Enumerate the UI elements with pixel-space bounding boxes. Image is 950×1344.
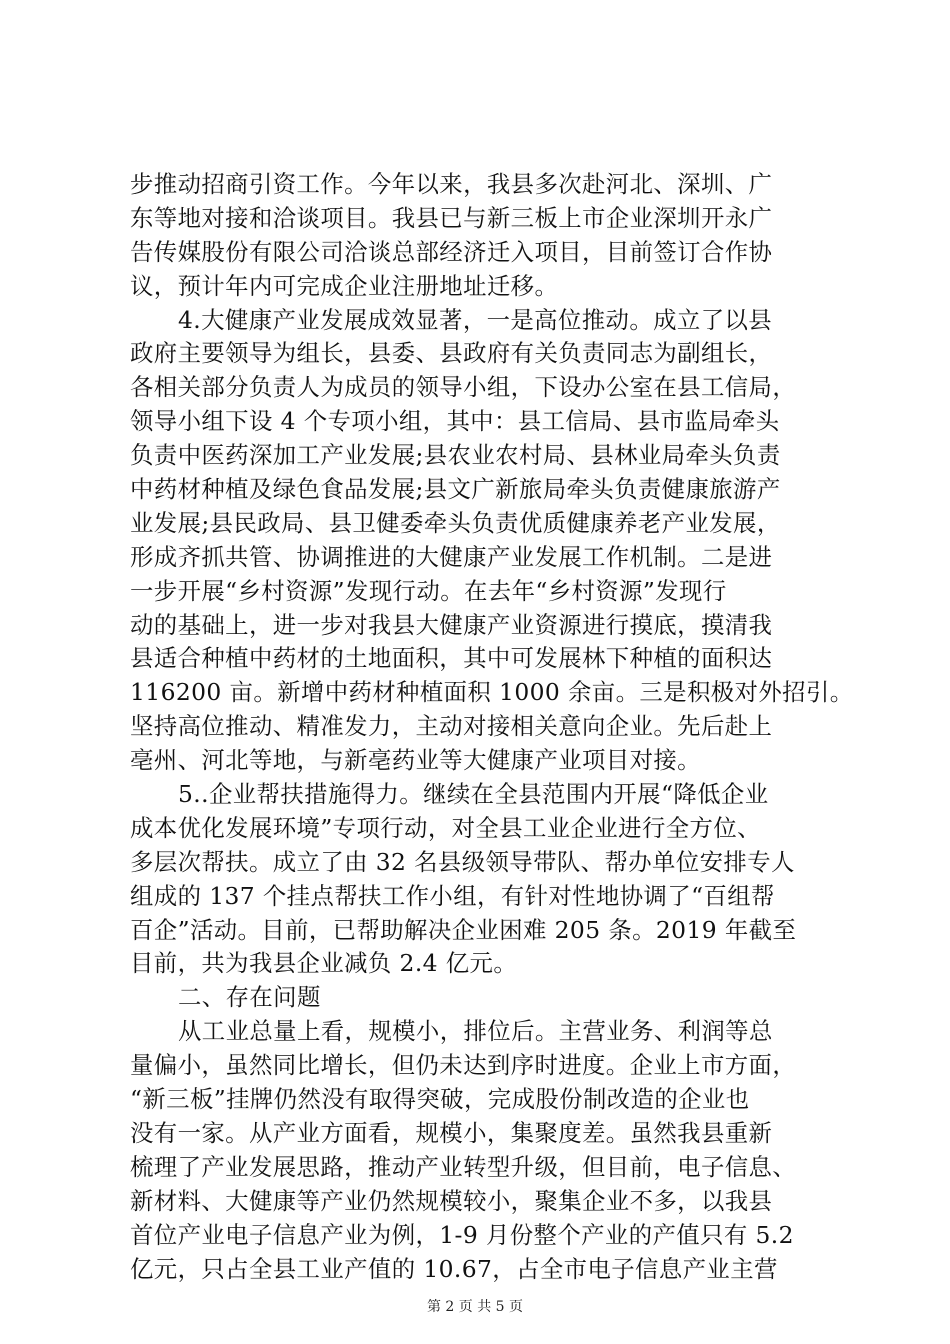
text-line: 各相关部分负责人为成员的领导小组，下设办公室在县工信局，: [130, 373, 797, 402]
text-line: 业发展;县民政局、县卫健委牵头负责优质健康养老产业发展，: [130, 508, 781, 537]
text-line: 二、存在问题: [178, 983, 321, 1012]
text-line: 负责中医药深加工产业发展;县农业农村局、县林业局牵头负责: [130, 441, 781, 470]
text-line: 百企”活动。目前，已帮助解决企业困难 205 条。2019 年截至: [130, 915, 797, 944]
text-line: 议，预计年内可完成企业注册地址迁移。: [130, 271, 559, 300]
text-line: 量偏小，虽然同比增长，但仍未达到序时进度。企业上市方面，: [130, 1051, 797, 1080]
text-line: 成本优化发展环境”专项行动，对全县工业企业进行全方位、: [130, 813, 761, 842]
text-line: 县适合种植中药材的土地面积，其中可发展林下种植的面积达: [130, 644, 773, 673]
text-line: 告传媒股份有限公司洽谈总部经济迁入项目，目前签订合作协: [130, 237, 773, 266]
text-line: 新材料、大健康等产业仍然规模较小，聚集企业不多，以我县: [130, 1186, 773, 1215]
text-line: 坚持高位推动、精准发力，主动对接相关意向企业。先后赴上: [130, 712, 773, 741]
text-line: 政府主要领导为组长，县委、县政府有关负责同志为副组长，: [130, 339, 773, 368]
text-line: 目前，共为我县企业减负 2.4 亿元。: [130, 949, 518, 978]
text-line: 亿元，只占全县工业产值的 10.67，占全市电子信息产业主营: [130, 1254, 778, 1283]
text-line: 4.大健康产业发展成效显著，一是高位推动。成立了以县: [178, 305, 773, 334]
text-line: 亳州、河北等地，与新亳药业等大健康产业项目对接。: [130, 746, 701, 775]
body-text: [130, 168, 854, 1286]
text-line: 东等地对接和洽谈项目。我县已与新三板上市企业深圳开永广: [130, 203, 773, 232]
text-line: 步推动招商引资工作。今年以来，我县多次赴河北、深圳、广: [130, 170, 773, 198]
text-line: 一步开展“乡村资源”发现行动。在去年“乡村资源”发现行: [130, 576, 727, 605]
text-line: 动的基础上，进一步对我县大健康产业资源进行摸底，摸清我: [130, 610, 773, 639]
text-line: 首位产业电子信息产业为例，1-9 月份整个产业的产值只有 5.2: [130, 1220, 794, 1249]
text-line: 从工业总量上看，规模小，排位后。主营业务、利润等总: [178, 1017, 773, 1046]
text-line: 领导小组下设 4 个专项小组，其中：县工信局、县市监局牵头: [130, 407, 780, 436]
text-line: 梳理了产业发展思路，推动产业转型升级，但目前，电子信息、: [130, 1152, 797, 1181]
text-line: 多层次帮扶。成立了由 32 名县级领导带队、帮办单位安排专人: [130, 847, 795, 876]
text-line: 没有一家。从产业方面看，规模小，集聚度差。虽然我县重新: [130, 1118, 773, 1147]
text-line: 中药材种植及绿色食品发展;县文广新旅局牵头负责健康旅游产: [130, 475, 781, 504]
text-line: 5..企业帮扶措施得力。继续在全县范围内开展“降低企业: [178, 780, 769, 809]
text-line: 116200 亩。新增中药材种植面积 1000 余亩。三是积极对外招引。: [130, 678, 854, 707]
text-line: 组成的 137 个挂点帮扶工作小组，有针对性地协调了“百组帮: [130, 881, 775, 910]
page-footer: 第 2 页 共 5 页: [426, 1299, 524, 1315]
text-line: “新三板”挂牌仍然没有取得突破，完成股份制改造的企业也: [130, 1085, 750, 1114]
text-line: 形成齐抓共管、协调推进的大健康产业发展工作机制。二是进: [130, 542, 773, 571]
